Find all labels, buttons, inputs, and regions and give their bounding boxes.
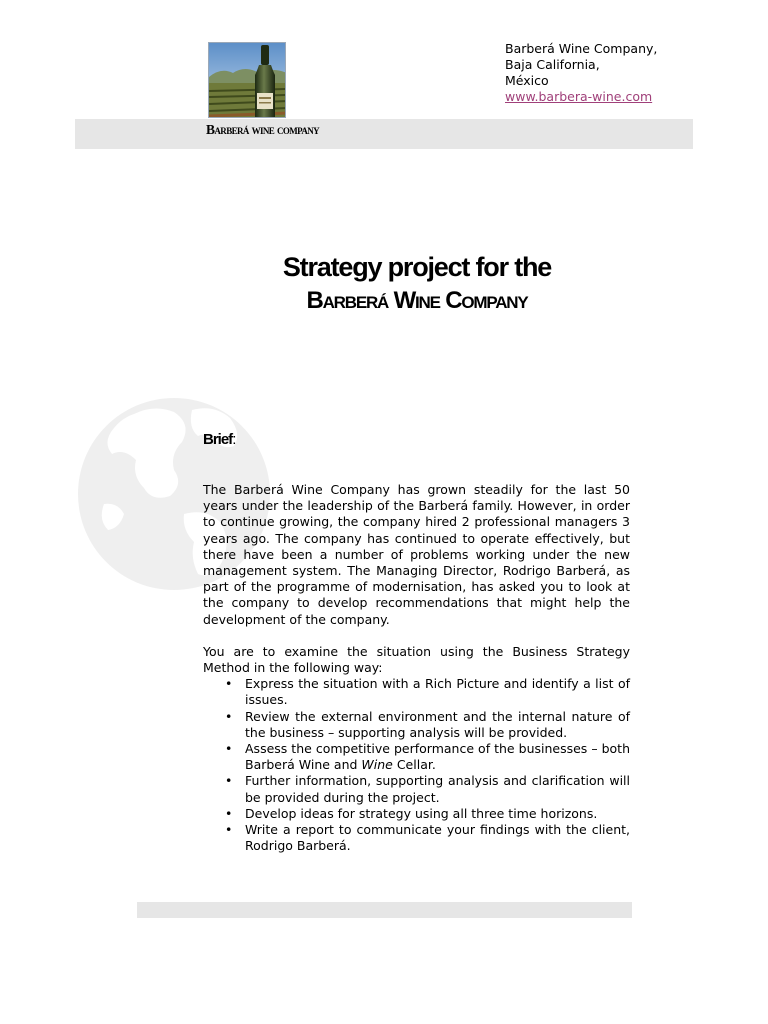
list-item: • Write a report to communicate your findings with the client, Rodrigo Barberá. [245, 822, 630, 854]
title-line-1: Strategy project for the [282, 252, 552, 282]
address-line: Baja California, [505, 57, 600, 72]
brief-paragraph-1: The Barberá Wine Company has grown steadily for the last 50 years under the leadership of the Barberá family. However, in order to continue growing, the company hired 2 professional managers 3 years ago. The company has continued to operate effectively, but there have been a number of problems working under the new management system. The Managing Director, Rodrigo Barberá, as part of the programme of modernisation, has asked you to look at the company to develop recommendations that might help the development of the company. [203, 482, 630, 627]
list-item: • Further information, supporting analysis and clarification will be provided during the project. [245, 773, 630, 805]
list-item: • Express the situation with a Rich Picture and identify a list of issues. [245, 676, 630, 708]
brief-heading [203, 431, 235, 448]
list-item-text: Assess the competitive performance of the businesses – both Barberá Wine and [245, 741, 630, 773]
brief-label: Brief [203, 431, 233, 448]
logo-image [208, 42, 286, 118]
website-link[interactable]: www.barbera-wine.com [505, 89, 653, 104]
company-name: Barberá wine company [206, 122, 320, 137]
brief-body [203, 482, 630, 854]
list-item-text: Cellar. [392, 757, 436, 773]
brief-paragraph-2: You are to examine the situation using the Business Strategy Method in the following way: [203, 643, 630, 676]
address-line: Barberá Wine Company, [505, 41, 658, 56]
brief-colon: : [232, 431, 236, 448]
document-title [0, 250, 768, 318]
list-item [245, 741, 630, 773]
list-item: • Review the external environment and the internal nature of the business – supporting analysis will be provided. [245, 709, 630, 741]
list-item-emphasis: Wine [361, 757, 393, 773]
address-line: México [505, 73, 549, 88]
footer-band [137, 902, 632, 918]
title-line-2: Barberá Wine Company [306, 287, 528, 314]
wine-bottle-vineyard-icon [209, 43, 286, 118]
task-list [203, 676, 630, 854]
company-address [505, 41, 657, 105]
list-item: • Develop ideas for strategy using all three time horizons. [245, 806, 630, 822]
header-band [75, 119, 693, 149]
